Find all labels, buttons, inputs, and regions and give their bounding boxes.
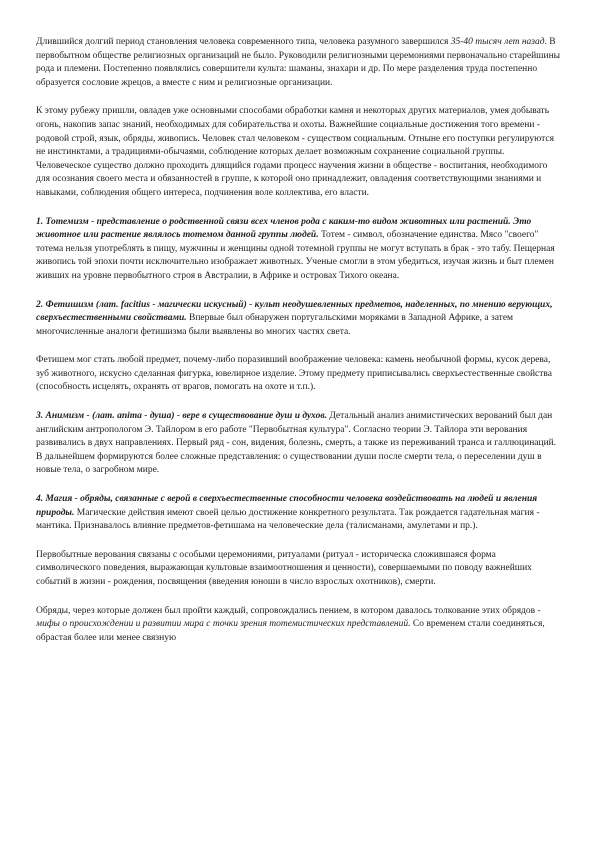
body-text: Магические действия имеют своей целью достижение конкретного результата. Так рождается гадательная магия - мантика. Признавалось влияние предметов-фетишама на человеческие дела (талисманами, амулетами и пр.). bbox=[36, 507, 540, 532]
body-text: Первобытные верования связаны с особыми церемониями, ритуалами (ритуал - историческа сложившаяся форма символического поведения, выражающая культовые взаимоотношения и ценности), совершаемыми по поводу важнейших событий в жизни - рождения, посвящения (введения юноши в число взрослых охотников), смерти. bbox=[36, 549, 532, 587]
italic-text: мифы о происхождении и развитии мира с точки зрения тотемистических представлений. bbox=[36, 619, 411, 630]
body-text: Со временем стали соединяться, обрастая более или менее связную bbox=[36, 619, 545, 643]
body-text: Впервые был обнаружен португальскими моряками в Западной Африке, а затем многочисленные аналоги фетишизма были выявлены во многих частях света. bbox=[36, 313, 514, 337]
paragraph bbox=[36, 299, 561, 340]
body-text: Фетишем мог стать любой предмет, почему-либо поразивший воображение человека: камень необычной формы, кусок дерева, зуб животного, искусно сделанная фигурка, ювелирное изделие. Этому предмету приписывались сверхъестественные свойства (способность исцелять, охранять от врагов, помогать на охоте и т.п.). bbox=[36, 355, 552, 393]
heading-text: 1. Тотемизм - представление о родственной связи всех членов рода с каким-то видом животных или растений. Это животное или растение являлось тотемом данной группы людей. bbox=[36, 216, 532, 241]
paragraph bbox=[36, 549, 561, 590]
heading-text: 2. Фетишизм (лат. facitius - магически искусный) - культ неодушевленных предметов, наделенных, по мнению верующих, сверхъестественными свойствами. bbox=[36, 299, 553, 324]
paragraph bbox=[36, 493, 561, 534]
paragraph bbox=[36, 36, 561, 90]
document-body bbox=[36, 36, 561, 645]
paragraph bbox=[36, 105, 561, 200]
italic-text: 35-40 тысяч лет назад bbox=[450, 37, 545, 47]
body-text: Тотем - символ, обозначение единства. Мясо "своего" тотема нельзя употреблять в пищу, мужчины и женщины одной тотемной группы не могут вступать в брак - это табу. Пещерная живопись той эпохи почти исключительно изображает животных. Ученые смогли в этом убедиться, изучая жизнь и быт племен живших на уровне первобытного строя в Австралии, в Африке и островах Тихого океана. bbox=[36, 230, 555, 281]
paragraph bbox=[36, 605, 561, 646]
paragraph bbox=[36, 216, 561, 284]
paragraph bbox=[36, 354, 561, 395]
body-text: К этому рубежу пришли, овладев уже основными способами обработки камня и некоторых других материалов, умея добывать огонь, накопив запас знаний, необходимых для собирательства и охоты. Важнейшие социальные достижения того времени - родовой строй, язык, обряды, живопись. Человек стал человеком - существом социальным. Отныне его поступки регулируются не инстинктами, а традициями-обычаями, соблюдение которых делает возможным сохранение социальной группы. Человеческое существо должно проходить длящийся годами процесс научения жизни в обществе - воспитания, необходимого для осознания своего места и обязанностей в группе, к которой оно принадлежит, овладения соответствующими знаниями и навыками, соблюдения общего интереса, подчинения воле коллектива, его власти. bbox=[36, 106, 554, 198]
heading-text: 4. Магия - обряды, связанные с верой в сверхъестественные способности человека воздействовать на людей и явления природы. bbox=[36, 494, 538, 518]
body-text: Длившийся долгий период становления человека современного типа, человека разумного завершился bbox=[36, 37, 451, 47]
heading-text: 3. Анимизм - (лат. anima - душа) - вере в существование душ и духов. bbox=[36, 411, 327, 422]
body-text: . В первобытном обществе религиозных организаций не было. Руководили религиозными церемониями первоначально старейшины рода и племени. Постепенно появлялись совершители культа: шаманы, знахари и др. По мере разделения труда постепенно образуется сословие жрецов, а вместе с ним и религиозные организации. bbox=[36, 37, 561, 88]
paragraph bbox=[36, 410, 561, 478]
body-text: Детальный анализ анимистических верований был дан английским антропологом Э. Тайлором в его работе "Первобытная культура". Согласно теории Э. Тайлора эти верования развивались в двух направлениях. Первый ряд - сон, видения, болезнь, смерть, а также из переживаний транса и галлюцинаций. В дальнейшем формируются более сложные представления: о существовании души после смерти тела, о переселении душ в новые тела, о загробном мире. bbox=[36, 411, 557, 476]
body-text: Обряды, через которые должен был пройти каждый, сопровождались пением, в котором давалось толкование этих обрядов - bbox=[36, 605, 541, 616]
